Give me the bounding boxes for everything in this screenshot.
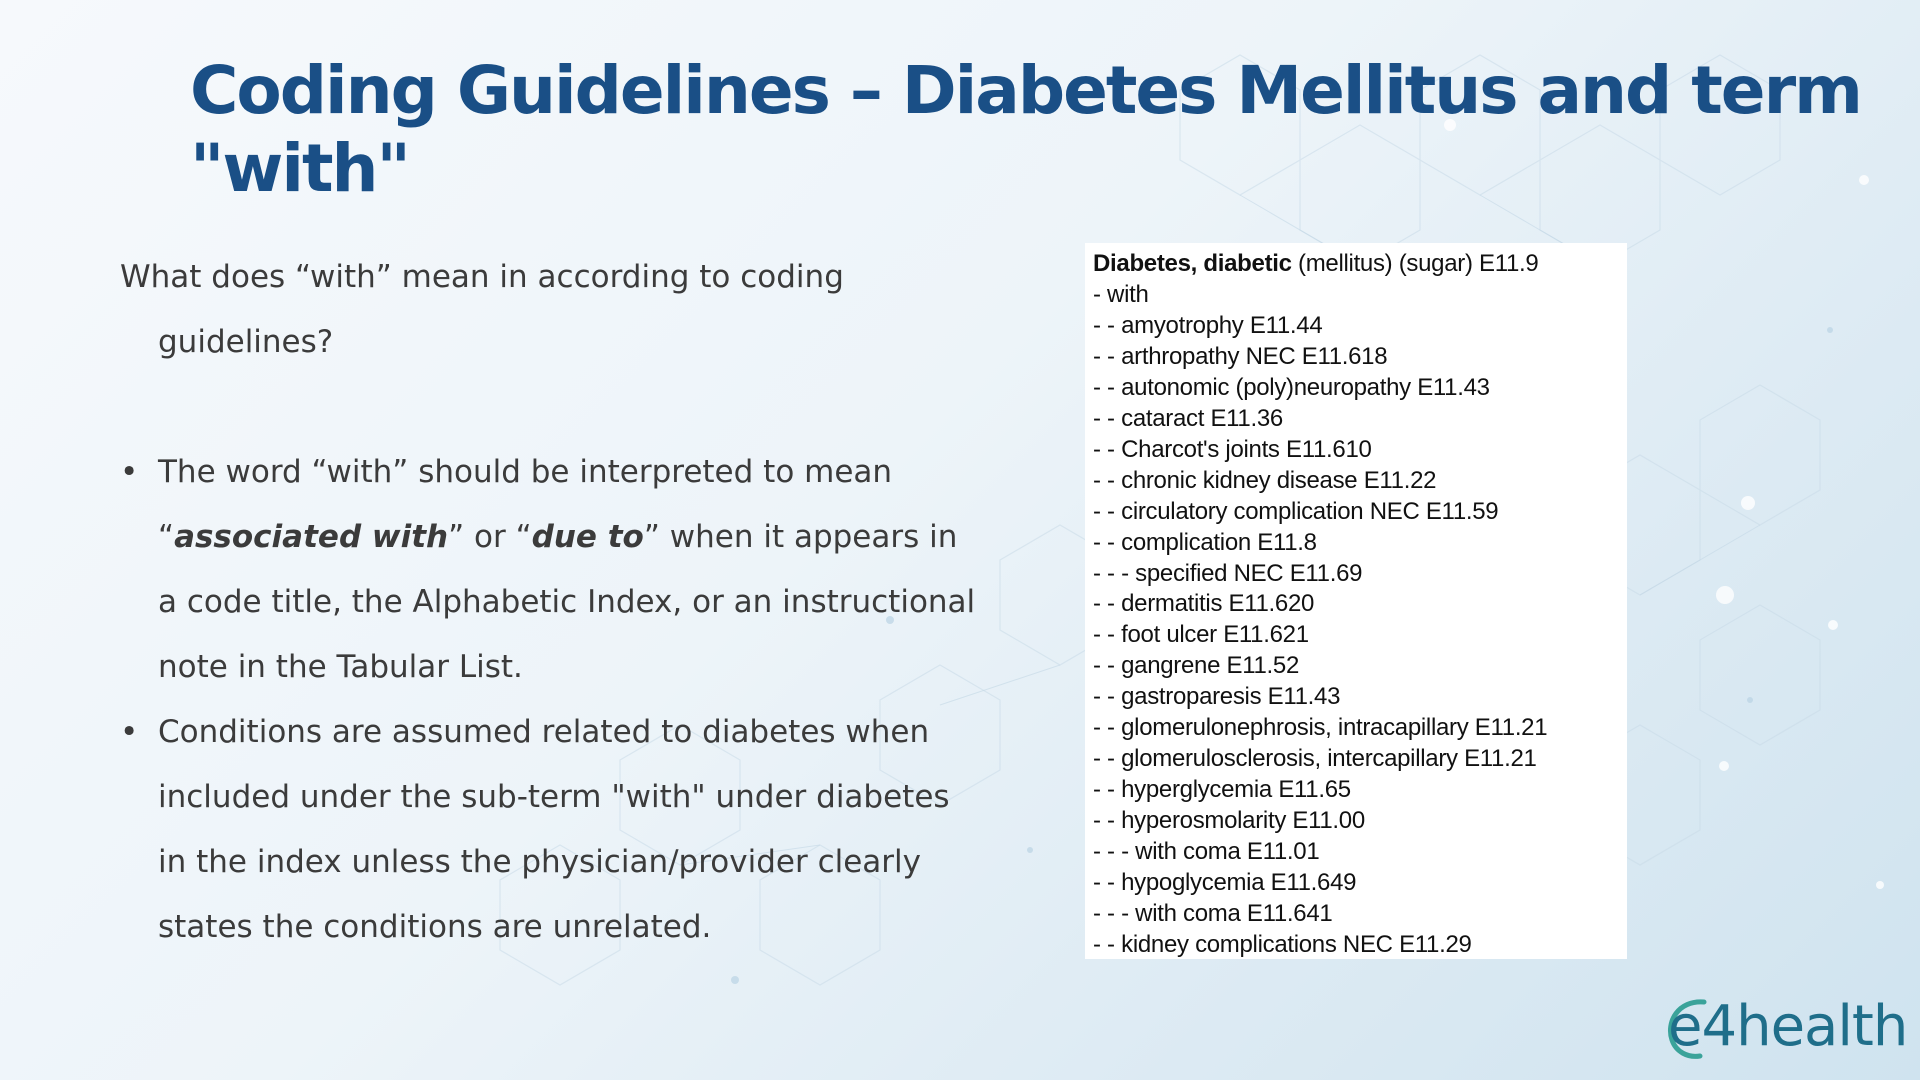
bullet-list — [120, 440, 980, 960]
index-line: - - hypoglycemia E11.649 — [1093, 869, 1357, 897]
bullet-1-text-part-2: ” or “ — [448, 519, 532, 555]
index-line: - - Charcot's joints E11.610 — [1093, 435, 1372, 463]
alphabetic-index-excerpt — [1085, 243, 1627, 959]
index-line: - - hyperglycemia E11.65 — [1093, 776, 1351, 804]
bullet-1-text-part-1: The word “with” should be interpreted to mean “ — [158, 454, 893, 555]
index-line: - - - specified NEC E11.69 — [1093, 559, 1363, 587]
emphasis-due-to: due to — [531, 519, 644, 555]
index-line: - - cataract E11.36 — [1093, 404, 1283, 432]
index-line: - with — [1093, 280, 1149, 308]
index-line: - - complication E11.8 — [1093, 528, 1317, 556]
bullet-1-text-part-3: ” when it appears in a code title, the Alphabetic Index, or an instructional note in the Tabular List. — [158, 519, 976, 685]
index-line: - - circulatory complication NEC E11.59 — [1093, 497, 1499, 525]
index-heading-term: Diabetes, diabetic — [1093, 250, 1292, 277]
index-line: - - - with coma E11.641 — [1093, 900, 1333, 928]
index-line: - - gastroparesis E11.43 — [1093, 683, 1341, 711]
index-line: - - amyotrophy E11.44 — [1093, 311, 1323, 339]
index-line: - - hyperosmolarity E11.00 — [1093, 807, 1365, 835]
index-line: - - foot ulcer E11.621 — [1093, 621, 1309, 649]
index-line: - - autonomic (poly)neuropathy E11.43 — [1093, 373, 1490, 401]
index-line: - - arthropathy NEC E11.618 — [1093, 342, 1388, 370]
index-heading — [1093, 249, 1617, 280]
slide-title: Coding Guidelines – Diabetes Mellitus and term "with" — [190, 52, 1861, 207]
index-line: - - glomerulonephrosis, intracapillary E11.21 — [1093, 714, 1548, 742]
question-text: What does “with” mean in according to coding guidelines? — [120, 259, 844, 360]
index-heading-rest: (mellitus) (sugar) E11.9 — [1291, 250, 1539, 277]
index-line: - - - with coma E11.01 — [1093, 838, 1320, 866]
e4health-logo — [1668, 990, 1908, 1064]
body-content — [120, 245, 980, 960]
emphasis-associated-with: associated with — [174, 519, 449, 555]
index-line: - - dermatitis E11.620 — [1093, 590, 1315, 618]
index-line: - - chronic kidney disease E11.22 — [1093, 466, 1437, 494]
index-line: - - kidney complications NEC E11.29 — [1093, 930, 1472, 958]
logo-wordmark: e4health — [1668, 994, 1908, 1059]
bullet-conditions-assumed: • Conditions are assumed related to diabetes when included under the sub-term "with" under diabetes in the index unless the physician/provider clearly states the conditions are unrelated. — [120, 700, 980, 960]
index-line: - - glomerulosclerosis, intercapillary E11.21 — [1093, 745, 1537, 773]
index-line: - - gangrene E11.52 — [1093, 652, 1299, 680]
bullet-with-meaning — [120, 440, 980, 700]
